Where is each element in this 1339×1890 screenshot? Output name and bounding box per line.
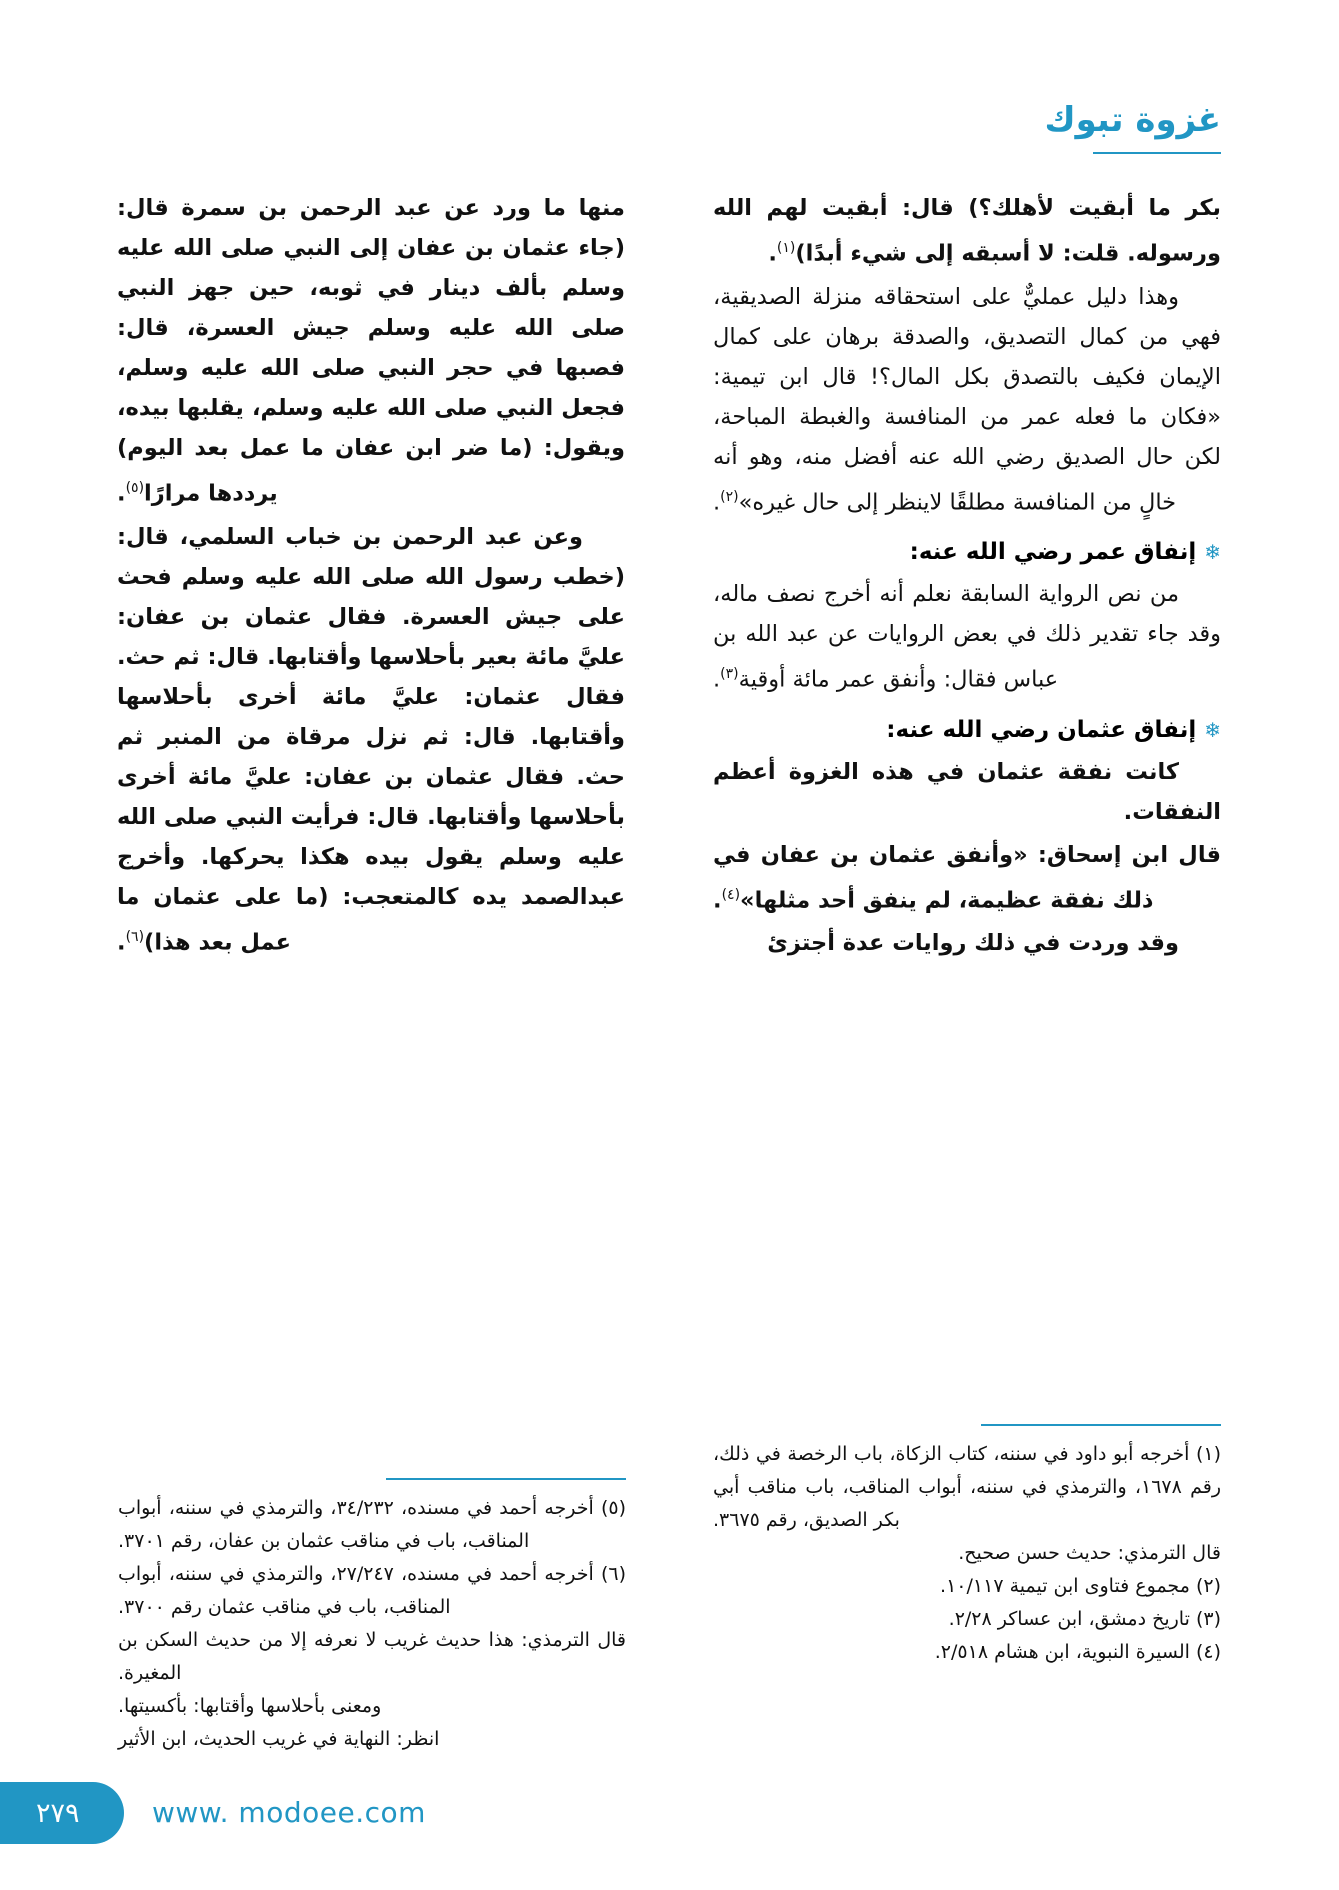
footnote-number: (٢) [1195, 1575, 1221, 1597]
flower-bullet-icon: ❄ [1204, 540, 1221, 564]
section-subheading [713, 710, 1221, 750]
footnote-text: مجموع فتاوى ابن تيمية ١٠/١١٧. [940, 1575, 1190, 1597]
footnote-text: قال الترمذي: هذا حديث غريب لا نعرفه إلا من حديث السكن بن المغيرة. [118, 1629, 626, 1684]
paragraph [117, 517, 625, 963]
paragraph [713, 277, 1221, 523]
footnote-item [713, 1438, 1221, 1537]
paragraph-tail: . [713, 887, 722, 913]
footnote-item [713, 1636, 1221, 1669]
footnote-text: أخرجه أحمد في مسنده، ٣٤/٢٣٢، والترمذي في سننه، أبواب المناقب، باب في مناقب عثمان بن عفان، رقم ٣٧٠١. [118, 1497, 594, 1552]
column-left [117, 188, 625, 965]
paragraph-text: وعن عبد الرحمن بن خباب السلمي، قال: (خطب رسول الله صلى الله عليه وسلم فحث على جيش العسرة. فقال عثمان بن عفان: عليَّ مائة بعير بأحلاسها وأقتابها. قال: ثم حث. فقال عثمان: عليَّ مائة أخرى بأحلاسها وأقتابها. قال: ثم نزل مرقاة من المنبر ثم حث. فقال عثمان بن عفان: عليَّ مائة أخرى بأحلاسها وأقتابها. قال: فرأيت النبي صلى الله عليه وسلم يقول بيده هكذا يحركها. وأخرج عبدالصمد يده كالمتعجب: (ما على عثمان ما عمل بعد هذا) [117, 523, 625, 955]
footnote-item [118, 1723, 626, 1756]
paragraph-text: منها ما ورد عن عبد الرحمن بن سمرة قال: (جاء عثمان بن عفان إلى النبي صلى الله عليه وسلم بألف دينار في ثوبه، حين جهز النبي صلى الله عليه وسلم جيش العسرة، قال: فصبها في حجر النبي صلى الله عليه وسلم، فجعل النبي صلى الله عليه وسلم، يقلبها بيده، ويقول: (ما ضر ابن عفان ما عمل بعد اليوم) يرددها مرارًا [117, 195, 625, 507]
footnote-item [713, 1570, 1221, 1603]
footnotes-right [713, 1424, 1221, 1669]
page-number: ٢٧٩ [36, 1798, 80, 1829]
paragraph-tail: . [117, 480, 126, 507]
paragraph-text: كانت نفقة عثمان في هذه الغزوة أعظم النفقات. [713, 758, 1221, 825]
footnote-number: (١) [1195, 1443, 1221, 1465]
paragraph-text: وقد وردت في ذلك روايات عدة أجتزئ [767, 930, 1179, 956]
chapter-title: غزوة تبوك [1044, 100, 1221, 140]
subheading-text: إنفاق عمر رضي الله عنه: [909, 539, 1197, 565]
footnote-item [118, 1624, 626, 1690]
paragraph-text: وهذا دليل عمليٌّ على استحقاقه منزلة الصديقية، فهي من كمال التصديق، والصدقة برهان على كمال الإيمان فكيف بالتصدق بكل المال؟! قال ابن تيمية: «فكان ما فعله عمر من المنافسة والغبطة المباحة، لكن حال الصديق رضي الله عنه أفضل منه، وهو أنه خالٍ من المنافسة مطلقًا لاينظر إلى حال غيره» [713, 283, 1221, 515]
paragraph-tail: . [713, 666, 721, 693]
footnote-divider [981, 1424, 1221, 1426]
footnote-ref: (٦) [125, 928, 145, 945]
paragraph [713, 188, 1221, 274]
footnote-ref: (٢) [720, 488, 739, 505]
footnote-text: ومعنى بأحلاسها وأقتابها: بأكسيتها. [118, 1695, 382, 1717]
footnote-ref: (٤) [721, 886, 741, 903]
paragraph [713, 574, 1221, 700]
footnote-number: (٦) [600, 1563, 627, 1585]
footnote-ref: (١) [776, 240, 796, 256]
footnotes-left [118, 1478, 626, 1756]
paragraph-tail: . [713, 489, 721, 515]
footnote-item [118, 1492, 626, 1558]
footnote-text: أخرجه أحمد في مسنده، ٢٧/٢٤٧، والترمذي في سننه، أبواب المناقب، باب في مناقب عثمان رقم ٣٧٠٠. [118, 1563, 594, 1618]
footnote-text: تاريخ دمشق، ابن عساكر ٢/٢٨. [948, 1608, 1190, 1630]
header-divider [1093, 152, 1221, 154]
paragraph-text: من نص الرواية السابقة نعلم أنه أخرج نصف ماله، وقد جاء تقدير ذلك في بعض الروايات عن عبد الله بن عباس فقال: وأنفق عمر مائة أوقية [713, 581, 1221, 693]
subheading-text: إنفاق عثمان رضي الله عنه: [886, 716, 1197, 743]
column-right [713, 188, 1221, 966]
paragraph-tail: . [768, 240, 777, 267]
paragraph [713, 835, 1221, 921]
footnote-number: (٣) [1195, 1608, 1221, 1630]
footnote-number: (٤) [1195, 1641, 1221, 1663]
footnote-ref: (٣) [720, 666, 739, 682]
footnote-divider [386, 1478, 626, 1480]
paragraph [713, 752, 1221, 832]
footnote-ref: (٥) [125, 480, 145, 496]
flower-bullet-icon: ❄ [1204, 717, 1221, 742]
paragraph-text: قال ابن إسحاق: «وأنفق عثمان بن عفان في ذلك نفقة عظيمة، لم ينفق أحد مثلها» [713, 841, 1221, 913]
paragraph-tail: . [117, 929, 126, 955]
paragraph [117, 188, 625, 514]
paragraph [713, 923, 1221, 963]
footnote-number: (٥) [600, 1497, 627, 1519]
site-url[interactable]: www. modoee.com [152, 1796, 426, 1829]
footnote-item [118, 1558, 626, 1624]
footnote-text: أخرجه أبو داود في سننه، كتاب الزكاة، باب الرخصة في ذلك، رقم ١٦٧٨، والترمذي في سننه، أبواب المناقب، باب مناقب أبي بكر الصديق، رقم ٣٦٧٥. [713, 1443, 1221, 1531]
footnote-item [713, 1603, 1221, 1636]
paragraph-text: بكر ما أبقيت لأهلك؟) قال: أبقيت لهم الله ورسوله. قلت: لا أسبقه إلى شيء أبدًا) [713, 195, 1221, 267]
body-columns [117, 188, 1221, 1468]
footnote-text: قال الترمذي: حديث حسن صحيح. [958, 1542, 1221, 1564]
footnote-text: انظر: النهاية في غريب الحديث، ابن الأثير [118, 1728, 440, 1750]
footnote-text: السيرة النبوية، ابن هشام ٢/٥١٨. [934, 1641, 1190, 1663]
section-subheading [713, 532, 1221, 572]
page-header [121, 100, 1221, 170]
footnote-item [118, 1690, 626, 1723]
footnote-item [713, 1537, 1221, 1570]
